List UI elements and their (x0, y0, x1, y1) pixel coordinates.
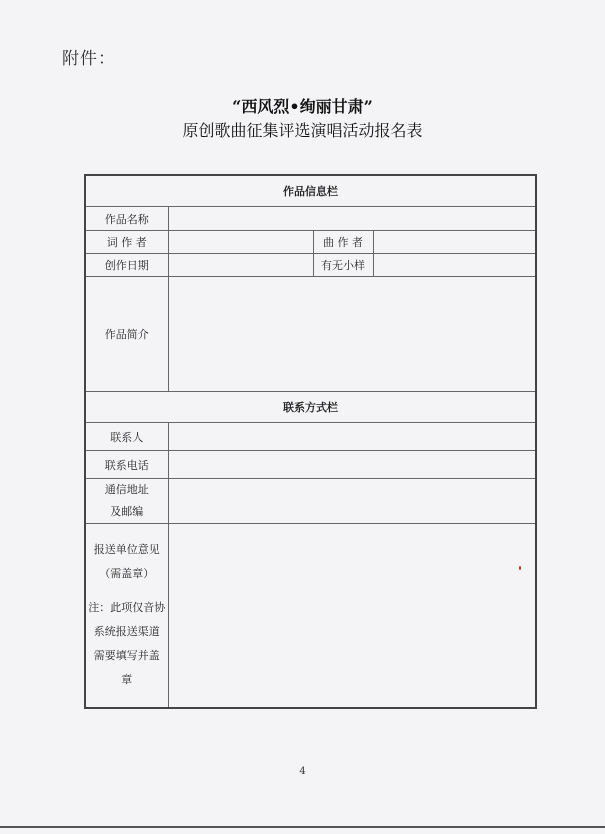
field-address[interactable] (168, 479, 536, 524)
label-composer: 曲 作 者 (313, 231, 373, 254)
field-opinion[interactable] (168, 524, 536, 708)
label-opinion-line2: （需盖章） (99, 567, 155, 581)
page-number: 4 (299, 766, 306, 777)
field-creation-date[interactable] (168, 254, 313, 277)
label-lyricist: 词 作 者 (85, 231, 168, 254)
label-sample: 有无小样 (313, 254, 373, 277)
note-line4: 章 (121, 673, 133, 687)
scan-bottom-edge (0, 826, 605, 828)
label-work-name: 作品名称 (85, 207, 168, 231)
label-intro: 作品简介 (85, 277, 168, 392)
section-contact: 联系方式栏 (85, 392, 536, 423)
note-line1: 注：此项仅音协 (88, 601, 166, 615)
section-work-info: 作品信息栏 (85, 175, 536, 207)
field-work-name[interactable] (168, 207, 536, 231)
label-address-line2: 及邮编 (110, 505, 144, 518)
registration-form (84, 174, 537, 709)
label-contact-person: 联系人 (85, 423, 168, 451)
field-intro[interactable] (168, 277, 536, 392)
red-ink-mark (519, 566, 521, 570)
field-sample[interactable] (373, 254, 536, 277)
field-lyricist[interactable] (168, 231, 313, 254)
field-contact-person[interactable] (168, 423, 536, 451)
note-line2: 系统报送渠道 (93, 625, 160, 639)
label-opinion (85, 524, 168, 708)
title-line-1: “西风烈•绚丽甘肃” (232, 97, 373, 116)
label-address (85, 479, 168, 524)
note-line3: 需要填写并盖 (93, 649, 160, 663)
attachment-label: 附件： (62, 49, 116, 69)
label-phone: 联系电话 (85, 451, 168, 479)
spacer (86, 586, 168, 596)
title-line-2: 原创歌曲征集评选演唱活动报名表 (182, 121, 423, 140)
label-address-line1: 通信地址 (104, 483, 149, 496)
label-opinion-line1: 报送单位意见 (93, 543, 160, 557)
label-creation-date: 创作日期 (85, 254, 168, 277)
field-composer[interactable] (373, 231, 536, 254)
field-phone[interactable] (168, 451, 536, 479)
